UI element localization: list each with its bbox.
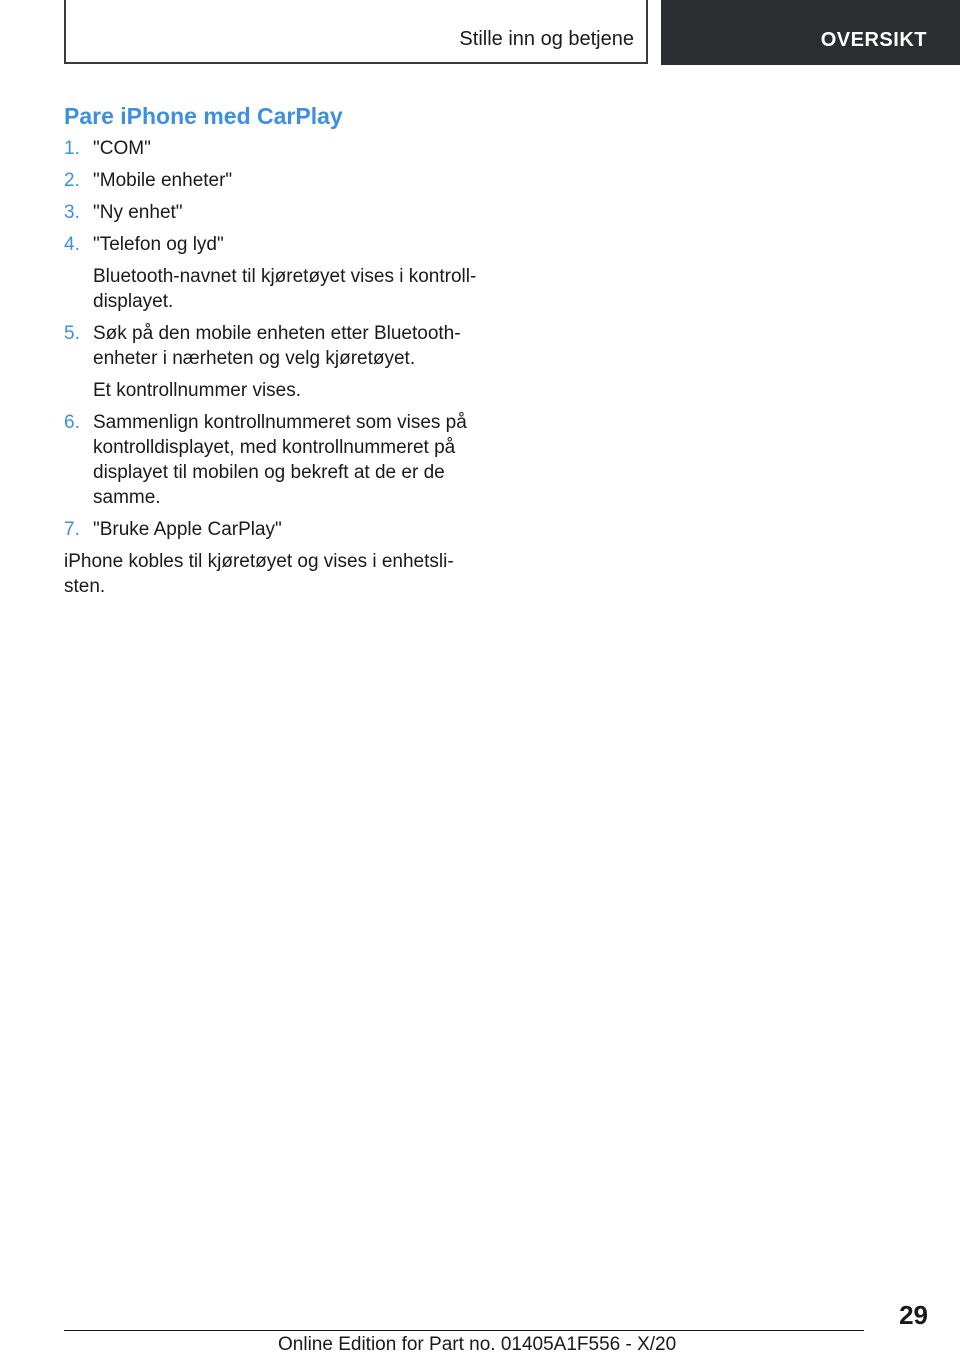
page-title: Pare iPhone med CarPlay [64, 103, 343, 129]
step-text: Sammenlign kontrollnummeret som vises på kontrolldisplayet, med kontrollnummeret på displayet til mobilen og bekreft at de er de samme. [93, 412, 467, 508]
step-text: "Mobile enheter" [93, 170, 233, 191]
step-number: 3. [64, 202, 80, 223]
step-number: 6. [64, 412, 80, 433]
chapter-tab-label: OVERSIKT [820, 29, 927, 51]
list-item [64, 321, 484, 403]
chapter-tab [661, 0, 960, 65]
step-text: "Bruke Apple CarPlay" [93, 519, 282, 540]
steps-list [64, 136, 484, 542]
step-text: "Telefon og lyd" [93, 234, 224, 255]
list-item [64, 232, 484, 314]
list-item [64, 517, 484, 542]
footer-edition: Online Edition for Part no. 01405A1F556 - X/20 [278, 1334, 677, 1355]
list-item [64, 136, 484, 161]
step-text: "COM" [93, 138, 151, 159]
step-text: "Ny enhet" [93, 202, 183, 223]
step-note: Bluetooth-navnet til kjøretøyet vises i kontrolldisplayet. [93, 266, 477, 312]
list-item [64, 200, 484, 225]
list-item [64, 410, 484, 510]
step-number: 4. [64, 234, 80, 255]
step-number: 5. [64, 323, 80, 344]
main-content [64, 100, 484, 599]
step-text: Søk på den mobile enheten etter Bluetooth-enheter i nærheten og velg kjøretøyet. [93, 323, 461, 369]
step-number: 2. [64, 170, 80, 191]
step-number: 7. [64, 519, 80, 540]
list-item [64, 168, 484, 193]
page-number: 29 [899, 1300, 928, 1330]
step-number: 1. [64, 138, 80, 159]
header-section-box [64, 0, 648, 64]
step-note: Et kontrollnummer vises. [93, 380, 302, 401]
footer-divider [64, 1330, 864, 1331]
result-text: iPhone kobles til kjøretøyet og vises i enhetslisten. [64, 551, 454, 597]
section-title: Stille inn og betjene [459, 28, 634, 50]
